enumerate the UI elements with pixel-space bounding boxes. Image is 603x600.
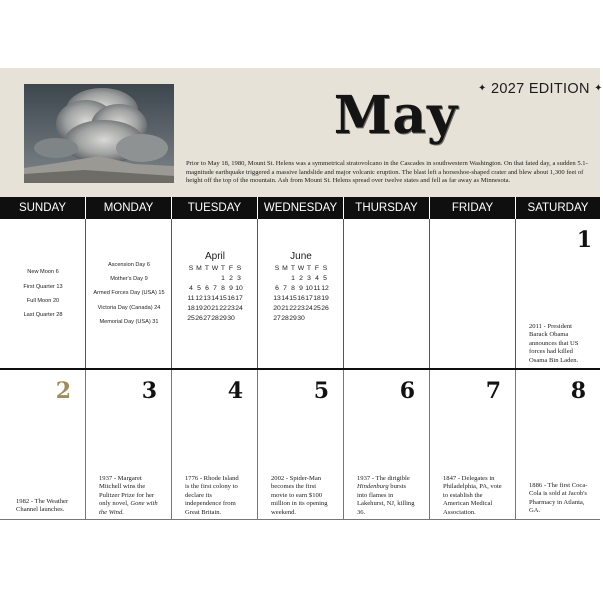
mini-calendar-table (273, 263, 329, 323)
mini-calendar-day: 16 (297, 294, 305, 302)
mini-calendar-day: 18 (313, 294, 321, 302)
mini-calendar-day (203, 273, 211, 283)
mini-calendar-weekday: F (314, 264, 320, 272)
mini-calendar-weekday-row (187, 263, 243, 273)
mini-calendar-day: 7 (213, 284, 217, 292)
day-cell-mini-june (258, 219, 344, 368)
mini-calendar-day: 8 (221, 284, 225, 292)
holiday-item: Mother's Day 9 (110, 276, 148, 282)
mini-calendar-day (195, 273, 203, 283)
mini-calendar-week (187, 273, 243, 283)
mini-calendar-day: 12 (195, 294, 203, 302)
mini-calendar-day: 19 (321, 294, 329, 302)
mini-calendar-weekday: S (322, 264, 328, 272)
calendar-header (0, 68, 603, 197)
mini-calendar-day: 29 (219, 314, 227, 322)
mini-calendar-day: 27 (203, 314, 211, 322)
mini-calendar-day: 18 (187, 304, 195, 312)
day-cell-6 (344, 370, 430, 519)
holiday-item: Armed Forces Day (USA) 15 (93, 290, 165, 296)
mini-calendar-weekday-row (273, 263, 329, 273)
holiday-item: Victoria Day (Canada) 24 (97, 305, 161, 311)
mini-calendar-week (187, 293, 243, 303)
mini-calendar-weekday: W (211, 264, 219, 272)
day-number: 8 (570, 378, 586, 404)
mini-calendar-day: 5 (197, 284, 201, 292)
day-cell-4 (172, 370, 258, 519)
day-cell-holidays (86, 219, 172, 368)
star-icon: ✦ (594, 83, 603, 94)
mini-calendar-weekday: T (220, 264, 226, 272)
mini-calendar-day: 24 (305, 304, 313, 312)
mini-calendar-week (273, 273, 329, 283)
day-cell-2 (0, 370, 86, 519)
calendar-page (0, 68, 603, 530)
day-cell-mini-april (172, 219, 258, 368)
holiday-item: Ascension Day 6 (108, 262, 150, 268)
mini-calendar-day: 10 (235, 284, 243, 292)
mini-calendar-day: 10 (305, 284, 313, 292)
mini-calendar-weekday: T (204, 264, 210, 272)
mini-calendar-week (273, 313, 329, 323)
mini-calendar-day: 2 (299, 274, 303, 282)
mini-calendar-day: 20 (273, 304, 281, 312)
mini-calendar-day (281, 273, 289, 283)
mini-calendar-week (187, 283, 243, 293)
moon-phase-item: New Moon 6 (27, 269, 59, 275)
mini-calendar-day: 21 (281, 304, 289, 312)
mini-calendar-day: 29 (289, 314, 297, 322)
day-cell-empty (344, 219, 430, 368)
mini-calendar-day: 7 (283, 284, 287, 292)
day-number: 5 (313, 378, 329, 404)
weekday-thursday: THURSDAY (344, 197, 430, 219)
mini-calendar-day: 17 (305, 294, 313, 302)
mini-calendar-day: 11 (187, 294, 195, 302)
mini-calendar-day: 2 (229, 274, 233, 282)
mini-calendar-week (273, 283, 329, 293)
mini-calendar-day: 21 (211, 304, 219, 312)
day-cell-moon-phases (0, 219, 86, 368)
mini-calendar-title: June (290, 251, 312, 262)
edition-text: 2027 EDITION (491, 81, 590, 97)
weekday-friday: FRIDAY (430, 197, 516, 219)
weekday-saturday: SATURDAY (527, 202, 589, 214)
day-event: 1937 - Margaret Mitchell wins the Pulitzer Prize for her only novel, Gone with the Wind. (99, 475, 158, 516)
month-description: Prior to May 18, 1980, Mount St. Helens was a symmetrical stratovolcano in the Cascades in southwestern Washington. On that fated day, a sudden 5.1-magnitude earthquake triggered a massive landslide and major volcanic eruption. The blast left a horseshoe-shaped crater and blew about 1,300 feet of height off the top of the mountain. Ash from Mount St. Helens spread over twelve states and fell as far away as Minnesota. (186, 160, 588, 185)
holiday-item: Memorial Day (USA) 31 (99, 319, 159, 325)
mini-calendar-table (187, 263, 243, 323)
mini-calendar-day: 15 (219, 294, 227, 302)
moon-phase-item: Full Moon 20 (26, 298, 60, 304)
mini-calendar-day: 9 (229, 284, 233, 292)
mini-calendar-day: 14 (281, 294, 289, 302)
day-event: 1982 - The Weather Channel launches. (16, 498, 69, 514)
weekday-header (0, 197, 600, 219)
day-number: 2 (55, 378, 71, 404)
mini-calendar-day: 25 (187, 314, 195, 322)
mini-calendar-day: 5 (323, 274, 327, 282)
mini-calendar-day: 23 (297, 304, 305, 312)
mini-calendar-day: 17 (235, 294, 243, 302)
mini-calendar-weekday: W (297, 264, 305, 272)
eruption-photo (24, 84, 174, 183)
mini-calendar-day: 15 (289, 294, 297, 302)
mini-calendar-day: 27 (273, 314, 281, 322)
mini-calendar-weekday: S (274, 264, 280, 272)
mini-calendar-day: 9 (299, 284, 303, 292)
weekday-monday: MONDAY (86, 197, 172, 219)
weekday-tuesday: TUESDAY (172, 197, 258, 219)
day-cell-5 (258, 370, 344, 519)
weekday-sunday: SUNDAY (0, 197, 86, 219)
mini-calendar-day (235, 313, 243, 323)
day-number: 3 (141, 378, 157, 404)
mini-calendar-day (305, 313, 313, 323)
edition-label (478, 81, 603, 97)
grid-bottom-border (0, 519, 600, 520)
mini-calendar-day (187, 273, 195, 283)
mini-calendar-title: April (204, 251, 225, 262)
mini-calendar-day: 28 (281, 314, 289, 322)
mini-calendar-day: 26 (195, 314, 203, 322)
day-event: 2002 - Spider-Man becomes the first movie to earn $100 million in its opening weekend. (271, 475, 328, 516)
day-event: 1847 - Delegates in Philadelphia, PA, vote to establish the American Medical Association. (443, 475, 502, 516)
moon-phase-item: Last Quarter 28 (23, 312, 63, 318)
mini-calendar-day (211, 273, 219, 283)
day-cell-3 (86, 370, 172, 519)
mini-calendar-day: 3 (307, 274, 311, 282)
day-event: 1886 - The first Coca-Cola is sold at Jacob's Pharmacy in Atlanta, GA. (529, 482, 588, 515)
mini-calendar-weekday: S (236, 264, 242, 272)
mini-calendar-weekday: F (228, 264, 234, 272)
mini-calendar-day: 20 (203, 304, 211, 312)
mini-calendar-week (187, 303, 243, 313)
mini-calendar-weekday: M (196, 264, 202, 272)
mini-calendar-day: 23 (227, 304, 235, 312)
mini-calendar-week (187, 313, 243, 323)
mini-calendar-day: 3 (237, 274, 241, 282)
mini-calendar-week (273, 293, 329, 303)
mini-calendar-day: 26 (321, 304, 329, 312)
day-cell-7 (430, 370, 516, 519)
day-event: 1937 - The dirigible Hindenburg bursts into flames in Lakehurst, NJ, killing 36. (357, 475, 415, 516)
mini-calendar-day: 13 (203, 294, 211, 302)
mini-calendar-day: 8 (291, 284, 295, 292)
mini-calendar-day: 25 (313, 304, 321, 312)
month-title: May (333, 85, 459, 146)
mini-calendar-day (273, 273, 281, 283)
day-number: 7 (485, 378, 501, 404)
mini-calendar-april (172, 251, 258, 323)
mini-calendar-day: 6 (275, 284, 279, 292)
mini-calendar-june (258, 251, 344, 323)
day-event: 1776 - Rhode Island is the first colony to declare its independence from Great Britain. (185, 475, 239, 516)
mini-calendar-day: 22 (219, 304, 227, 312)
day-number: 1 (576, 227, 592, 253)
mini-calendar-day: 12 (321, 284, 329, 292)
mini-calendar-weekday: T (290, 264, 296, 272)
weekday-wednesday: WEDNESDAY (258, 197, 344, 219)
mini-calendar-day: 19 (195, 304, 203, 312)
calendar-grid (0, 219, 600, 519)
mini-calendar-day: 30 (297, 314, 305, 322)
star-icon: ✦ (478, 83, 487, 94)
mini-calendar-day: 14 (211, 294, 219, 302)
mini-calendar-weekday: T (306, 264, 312, 272)
mini-calendar-weekday: M (282, 264, 288, 272)
mini-calendar-day (313, 313, 321, 323)
mini-calendar-day: 6 (205, 284, 209, 292)
mini-calendar-day: 22 (289, 304, 297, 312)
day-number: 6 (399, 378, 415, 404)
mini-calendar-day (321, 313, 329, 323)
mini-calendar-day: 4 (189, 284, 193, 292)
mini-calendar-day: 11 (313, 284, 321, 292)
mini-calendar-day: 16 (227, 294, 235, 302)
day-number: 4 (227, 378, 243, 404)
mini-calendar-day: 30 (227, 314, 235, 322)
mini-calendar-day: 1 (291, 274, 295, 282)
day-cell-empty (430, 219, 516, 368)
day-event: 2011 - President Barack Obama announces that US forces had killed Osama Bin Laden. (529, 323, 579, 364)
mini-calendar-day: 13 (273, 294, 281, 302)
mini-calendar-weekday: S (188, 264, 194, 272)
mini-calendar-day: 4 (315, 274, 319, 282)
mini-calendar-week (273, 303, 329, 313)
day-cell-8 (516, 370, 600, 519)
moon-phase-item: First Quarter 13 (23, 284, 63, 290)
mini-calendar-day: 1 (221, 274, 225, 282)
mini-calendar-day: 24 (235, 304, 243, 312)
mini-calendar-day: 28 (211, 314, 219, 322)
day-cell-1 (516, 219, 600, 368)
